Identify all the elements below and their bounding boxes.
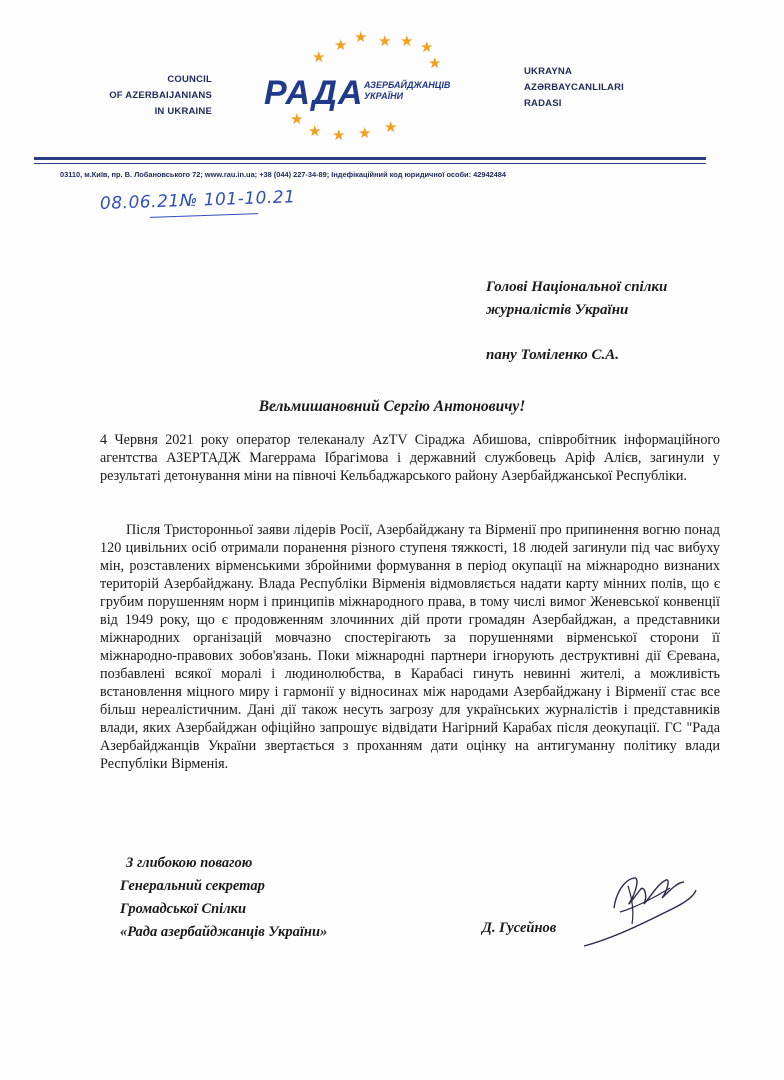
handwritten-signature (574, 868, 704, 958)
star-icon: ★ (420, 38, 434, 56)
signatory-name: Д. Гусейнов (482, 920, 557, 936)
closing-line: Генеральний секретар (120, 878, 265, 894)
addressee-name: пану Томіленко С.А. (486, 347, 620, 363)
letterhead-right-line: AZƏRBAYCANLILARI (524, 82, 624, 93)
logo-subtitle (364, 80, 450, 102)
logo-subtitle-line: УКРАЇНИ (364, 91, 404, 101)
letterhead-left-line: COUNCIL (167, 74, 212, 85)
body-paragraph: 4 Червня 2021 року оператор телеканалу AzTV Сіраджа Абишова, співробітник інформаційного агентства АЗЕРТАДЖ Магеррама Ібрагімова і державний службовець Аріф Алієв, загинули у результаті детонування міни на півночі Кельбаджарського району Азербайджанської Республіки. (100, 432, 720, 484)
closing-block (120, 852, 327, 944)
letterhead-divider-thin (34, 163, 706, 164)
closing-line: З глибокою повагою (126, 855, 253, 871)
reference-underline (150, 213, 258, 218)
closing-line: Громадської Спілки (120, 901, 247, 917)
letterhead-english-name (92, 72, 212, 120)
letterhead-azerbaijani-name (524, 64, 664, 112)
star-icon: ★ (358, 124, 372, 142)
star-icon: ★ (290, 110, 304, 128)
organization-address: 03110, м.Київ, пр. В. Лобановського 72; www.rau.in.ua; +38 (044) 227-34-89; Індефікаційний код юридичної особи: 42942484 (60, 170, 507, 179)
organization-logo (250, 28, 490, 150)
addressee-line: журналістів України (486, 302, 629, 318)
addressee-block (486, 276, 667, 367)
addressee-line: Голові Національної спілки (486, 279, 668, 295)
salutation: Вельмишановний Сергію Антоновичу! (258, 398, 526, 415)
letterhead-right-line: UKRAYNA (524, 66, 573, 77)
letterhead-right-line: RADASI (524, 98, 562, 109)
letterhead-divider (34, 157, 706, 160)
letterhead-left-line: OF AZERBAIJANIANS (109, 90, 212, 101)
logo-subtitle-line: АЗЕРБАЙДЖАНЦІВ (364, 80, 451, 90)
star-icon: ★ (428, 54, 442, 72)
document-reference-number: 08.06.21№ 101-10.21 (99, 187, 296, 214)
star-icon: ★ (332, 126, 346, 144)
logo-word: РАДА (264, 74, 364, 112)
star-icon: ★ (400, 32, 414, 50)
star-icon: ★ (384, 118, 398, 136)
star-icon: ★ (334, 36, 348, 54)
star-icon: ★ (378, 32, 392, 50)
closing-line: «Рада азербайджанців України» (120, 924, 328, 940)
letterhead-left-line: IN UKRAINE (154, 106, 212, 117)
body-paragraph: Після Тристоронньої заяви лідерів Росії, Азербайджану та Вірменії про припинення вогню понад 120 цивільних осіб отримали поранення різного ступеня тяжкості, 18 людей загинули під час вибуху мін, розставлених вірменськими збройними формування в період окупації на міжнародно визнаних територій Азербайджану. Влада Республіки Вірменія відмовляється надати карту мінних полів, що є грубим порушенням норм і принципів міжнародного права, в тому числі вимог Женевської конвенції від 1949 року, що є продовженням злочинних дій проти громадян Азербайджан, а представники міжнародних організацій мовчазно спостерігають за порушеннями вірменської сторони її міжнародно-правових зобов'язань. Поки міжнародні партнери ігнорують деструктивні дії Єревана, позбавлені всякої моралі і людинолюбства, в Карабасі гинуть невинні жителі, а можливість встановлення міцного миру і гармонії у відносинах між народами Азербайджану і Вірменії стає все більш нереалістичним. Дані дії також несуть загрозу для українських журналістів і представників влади, яких Азербайджан офіційно запрошує відвідати Нагірний Карабах після деокупації. ГС "Рада Азербайджанців України звертається з проханням дати оцінку на антигуманну політику влади Республіки Вірменія. (100, 522, 720, 772)
star-icon: ★ (308, 122, 322, 140)
star-icon: ★ (354, 28, 368, 46)
star-icon: ★ (312, 48, 326, 66)
